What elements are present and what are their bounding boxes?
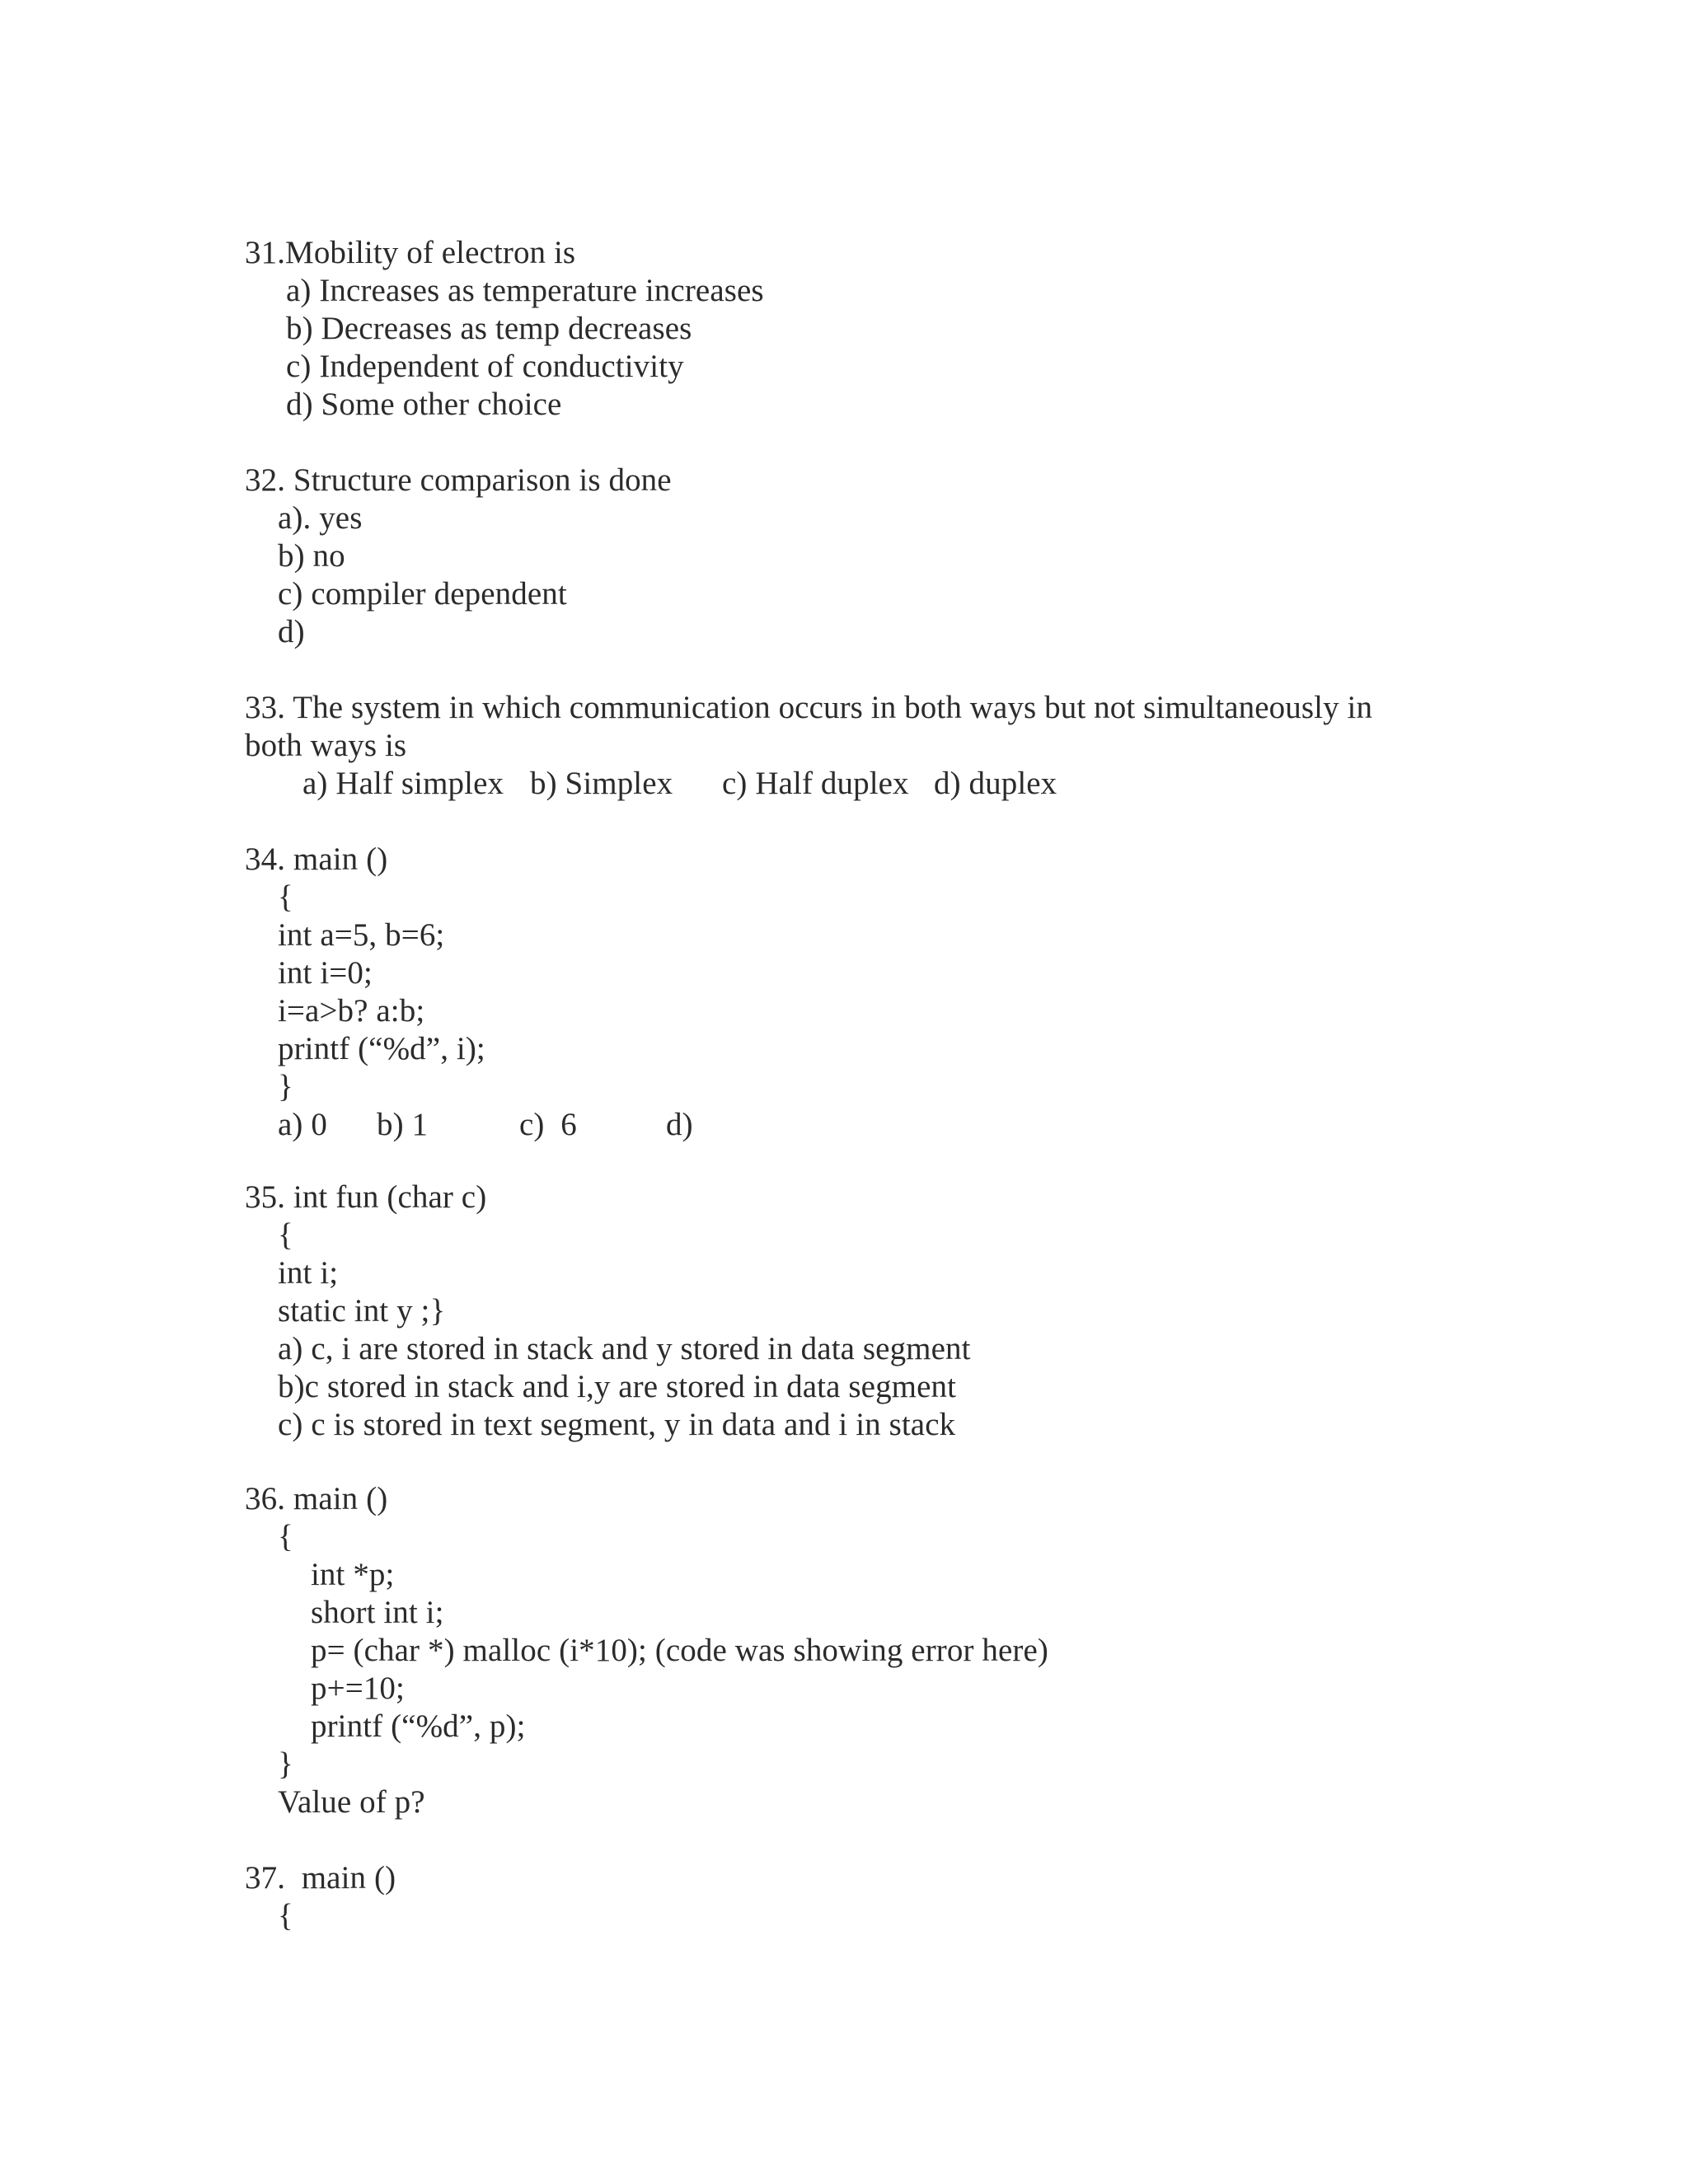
- q36-code-line: short int i;: [311, 1595, 444, 1630]
- q36-code-line: p+=10;: [311, 1671, 405, 1706]
- q31-option-a: a) Increases as temperature increases: [286, 273, 764, 308]
- q36-code-line: p= (char *) malloc (i*10); (code was showing error here): [311, 1633, 1049, 1668]
- q35-option-b: b)c stored in stack and i,y are stored in data segment: [278, 1369, 957, 1404]
- q36-open-brace: {: [278, 1519, 293, 1554]
- q34-code-line: int i=0;: [278, 955, 373, 991]
- q35-question: 35. int fun (char c): [245, 1179, 487, 1215]
- q34-option-c: c) 6: [519, 1107, 577, 1142]
- q34-code-line: i=a>b? a:b;: [278, 993, 425, 1029]
- q36-code-line: int *p;: [311, 1557, 395, 1592]
- q33-option-c: c) Half duplex: [722, 766, 909, 801]
- q32-option-c: c) compiler dependent: [278, 576, 567, 612]
- q35-option-c: c) c is stored in text segment, y in data and i in stack: [278, 1407, 956, 1442]
- q31-question: 31.Mobility of electron is: [245, 235, 576, 270]
- q36-code-line: printf (“%d”, p);: [311, 1708, 526, 1744]
- q35-code-line: static int y ;}: [278, 1293, 446, 1329]
- q36-prompt: Value of p?: [278, 1784, 425, 1820]
- q34-code-line: }: [278, 1069, 293, 1104]
- q34-option-d: d): [666, 1107, 693, 1142]
- q32-option-b: b) no: [278, 538, 345, 574]
- q32-option-a: a). yes: [278, 500, 363, 536]
- q37-question: 37. main (): [245, 1860, 396, 1896]
- q34-question: 34. main (): [245, 841, 388, 877]
- q32-question: 32. Structure comparison is done: [245, 462, 672, 498]
- q34-option-b: b) 1: [377, 1107, 429, 1142]
- q37-open-brace: {: [278, 1898, 293, 1933]
- q31-option-d: d) Some other choice: [286, 387, 562, 422]
- q36-close-brace: }: [278, 1746, 293, 1782]
- q34-option-a: a) 0: [278, 1107, 327, 1142]
- q35-option-a: a) c, i are stored in stack and y stored in data segment: [278, 1331, 971, 1366]
- q35-code-line: int i;: [278, 1255, 339, 1291]
- q33-option-a: a) Half simplex: [302, 766, 504, 801]
- q34-code-line: int a=5, b=6;: [278, 917, 445, 953]
- q33-option-b: b) Simplex: [530, 766, 673, 801]
- q34-code-line: {: [278, 879, 293, 915]
- q32-option-d: d): [278, 614, 305, 649]
- q31-option-c: c) Independent of conductivity: [286, 349, 684, 384]
- q34-code-line: printf (“%d”, i);: [278, 1031, 485, 1066]
- q36-question: 36. main (): [245, 1481, 388, 1516]
- q33-question-line2: both ways is: [245, 728, 407, 763]
- q33-question-line1: 33. The system in which communication occurs in both ways but not simultaneously in: [245, 690, 1373, 725]
- q31-option-b: b) Decreases as temp decreases: [286, 311, 692, 346]
- q35-code-line: {: [278, 1217, 293, 1253]
- q33-option-d: d) duplex: [934, 766, 1057, 801]
